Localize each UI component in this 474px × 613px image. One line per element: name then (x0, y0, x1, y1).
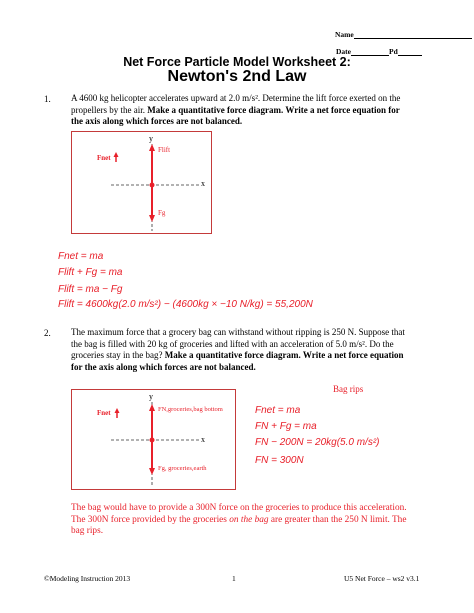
q2-text-line4: for the axis along which forces are not balanced. (71, 361, 256, 372)
footer-doc-id: U5 Net Force – ws2 v3.1 (344, 574, 420, 583)
name-label: Name (335, 30, 354, 39)
q2-equation-4: FN = 300N (255, 455, 304, 466)
q2-text-line2: the bag is filled with 20 kg of groceries and lifted with an acceleration of 5.0 m/s². Do the (71, 338, 394, 349)
q1-text-line1: A 4600 kg helicopter accelerates upward at 2.0 m/s². Determine the lift force exerted on the (71, 93, 401, 103)
q1-equation-4: Flift = 4600kg(2.0 m/s²) − (4600kg × −10 N/kg) = 55,200N (58, 299, 313, 310)
q2-normal-label: FN,groceries,bag bottom (158, 406, 223, 413)
q2-text-line3: groceries stay in the bag? Make a quantitative force diagram. Write a net force equation (71, 350, 404, 360)
q1-particle (150, 183, 155, 188)
q1-fnet-label: Fnet (97, 154, 111, 162)
q2-x-label: x (201, 435, 205, 444)
q2-particle (150, 438, 155, 443)
q1-fnet-arrowhead (114, 152, 119, 157)
name-field[interactable] (335, 30, 472, 39)
q1-equation-1: Fnet = ma (58, 251, 104, 262)
pd-label: Pd (389, 47, 398, 56)
q1-gravity-label: Fg (158, 209, 166, 217)
q2-gravity-label: Fg, groceries,earth (158, 465, 207, 472)
q2-normal-arrowhead (149, 404, 155, 411)
q2-equation-2: FN + Fg = ma (255, 421, 317, 432)
q2-force-diagram-svg (71, 389, 241, 494)
q2-answer-line3: bag rips. (71, 526, 104, 536)
q1-number: 1. (44, 94, 51, 104)
q1-text (71, 93, 431, 128)
q2-gravity-arrowhead (149, 468, 155, 475)
q2-equation-1: Fnet = ma (255, 405, 301, 416)
q2-text (71, 327, 431, 373)
q2-y-label: y (149, 392, 153, 401)
q1-equation-2: Flift + Fg = ma (58, 267, 123, 278)
worksheet-subtitle: Newton's 2nd Law (167, 68, 307, 85)
q2-number: 2. (44, 328, 51, 338)
q2-fnet-arrowhead (115, 408, 120, 413)
q2-equation-3: FN − 200N = 20kg(5.0 m/s²) (255, 437, 380, 448)
q2-answer-line1: The bag would have to provide a 300N force on the groceries to produce this acceleration. (71, 503, 407, 513)
name-blank[interactable] (354, 31, 472, 39)
bag-rips-note: Bag rips (333, 384, 364, 394)
q2-answer (71, 503, 451, 538)
footer-copyright: ©Modeling Instruction 2013 (44, 574, 131, 583)
date-label: Date (336, 47, 351, 56)
q1-lift-arrowhead (149, 144, 155, 151)
worksheet-title: Net Force Particle Model Worksheet 2: (123, 55, 351, 69)
q2-text-line1: The maximum force that a grocery bag can withstand without ripping is 250 N. Suppose that (71, 327, 405, 337)
q1-text-line2: propellers by the air. Make a quantitative force diagram. Write a net force equation for (71, 104, 400, 115)
q2-fnet-label: Fnet (97, 409, 111, 417)
q1-text-line3: the axis along which forces are not balanced. (71, 116, 243, 126)
q1-lift-label: Flift (158, 146, 171, 154)
q2-answer-line2: The 300N force provided by the groceries on the bag are greater than the 250 N limit. The (71, 514, 407, 525)
q1-gravity-arrowhead (149, 215, 155, 222)
q1-y-label: y (149, 134, 153, 143)
q1-x-label: x (201, 179, 205, 188)
footer-page-number: 1 (232, 574, 236, 583)
q1-equation-3: Flift = ma − Fg (58, 284, 123, 295)
q1-force-diagram-svg (71, 131, 231, 236)
